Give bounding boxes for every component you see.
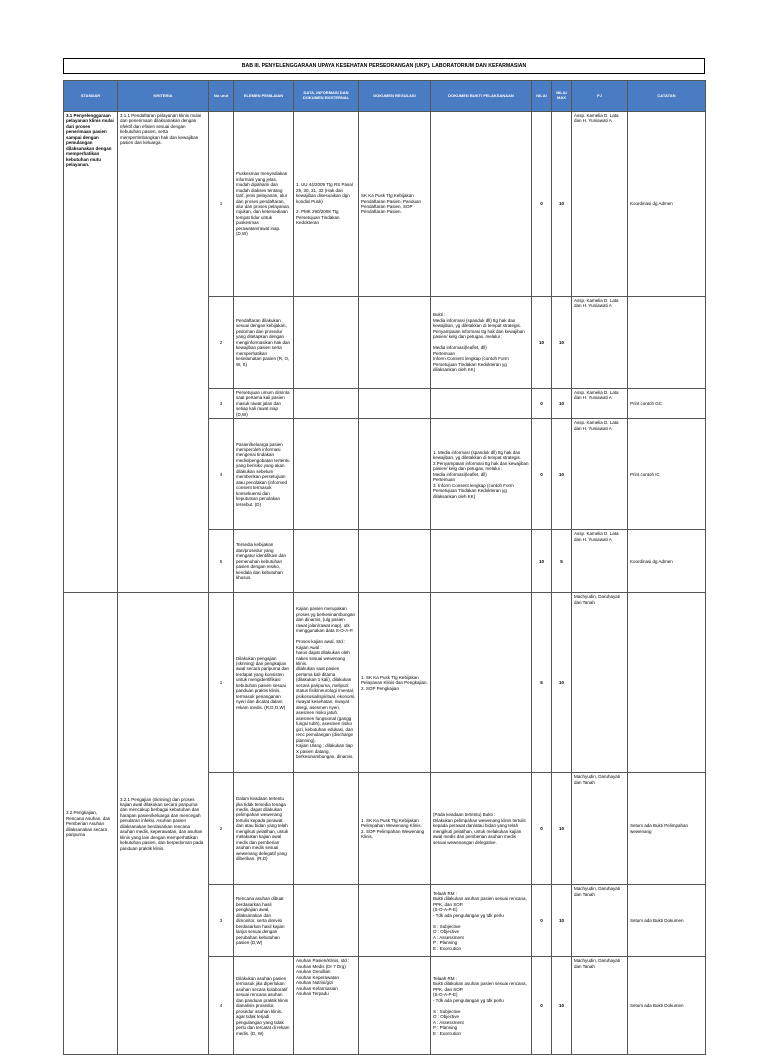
pj-cell: Machyudin, Daruhayati dan Tanah [572, 593, 628, 773]
header-standar: STANDAR [64, 81, 118, 112]
header-dokumen-regulasi: DOKUMEN REGULASI [359, 81, 431, 112]
kriteria-cell: 3.2.1 Pengajian (skrining) dan proses kajian awal dilakukan secara paripurna dan mencakup berbagai kebutuhan dan harapan pasien/keluarga dan mencegah penularan infeksi. Asuhan pasien dilaksanakan berdasarkan rencana asuhan medis, keperawatan, dan asuhan klinis yang lain dengan memperhatikan kebutuhan pasien, dan berpedoman pada panduan praktik klinis. [118, 593, 209, 1055]
dokumen-regulasi-cell: 1. SK Ka Pusk Ttg Kebijakan Pelayanan Klinis dan Pengkajian. 2. SOP Pengkajian [359, 593, 431, 773]
dokumen-bukti-cell: Telaah RM : Bukti dilakukan asuhan pasien sesuai rencana, PPK, dan SOP. (S-O-A-P-E) - Tdk ada pengulangan yg tdk perlu S : Subjective O : Objective A : Assessment P : Planning E : Exorcution [431, 885, 532, 957]
dokumen-bukti-cell: Bukti : Media informasi (spanduk dll) ttg hak dan kewajiban, yg diletakkan di tempat strategis. Penyampaian informasi ttg hak dan kewajiban pasien/ kelg dan petugas, melalui : Media informasi(leaflet, dll) Pertemuan Inform Consent lengkap (contoh Form Persetujuan Tindakan Kedokteran yg dilaksankan oleh KK) [431, 297, 532, 389]
no-urut-cell: 1 [209, 112, 234, 297]
pj-cell: Assp. Kamelia D. Lata dan H. Yuniawati A [572, 297, 628, 389]
pj-cell: Assp. Kamelia D. Lata dan H. Yuniawati A [572, 389, 628, 419]
elemen-penilaian-cell: Puskesmas menyediakan informasi yang jelas, mudah dipahami dan mudah diakses tentang tarif, jenis pelayanan, alur dan proses pendaftaran, alur dan proses pelayanan, rujukan, dan ketersediaan tempat tidur untuk puskesmas perawatan/rawat inap. (D,W) [234, 112, 294, 297]
dokumen-bukti-cell [431, 112, 532, 297]
accreditation-table [63, 80, 706, 1055]
catatan-cell: Koordinasi dg Admen [628, 530, 706, 593]
standar-cell: 3.1 Penyelenggaraan pelayanan klinis mulai dari proses penerimaan pasien sampai dengan pemulangan dilaksanakan dengan memperhatikan kebutuhan mutu pelayanan. [64, 112, 118, 593]
table-row [64, 593, 706, 773]
dokumen-bukti-cell [431, 389, 532, 419]
no-urut-cell: 3 [209, 885, 234, 957]
header-kriteria: KRITERIA [118, 81, 209, 112]
no-urut-cell: 4 [209, 419, 234, 530]
dokumen-regulasi-cell [359, 297, 431, 389]
dokumen-regulasi-cell [359, 885, 431, 957]
no-urut-cell: 5 [209, 530, 234, 593]
elemen-penilaian-cell: Pasien/keluarga pasien memperoleh informasi mengenai tindakan medis/pengobatan tertentu yang berisiko yang akan dilakukan sebelum memberikan persetujuan atau penolakan (informed consent termasuk konsekuensi dan kepututsan penolakan tersebut. (D) [234, 419, 294, 530]
data-eksternal-cell [294, 297, 359, 389]
catatan-cell [628, 593, 706, 773]
kriteria-cell: 3.1.1 Pendaftaran pelayanan klinis mulai dari penerimaan dilaksanakan dengan efektif dan efisien sesuai dengan kebutuhan pasien, serta mempertimbangkan hak dan kewajiban pasien dan keluarga. [118, 112, 209, 593]
data-eksternal-cell [294, 773, 359, 885]
nilai-cell: 0 [532, 389, 552, 419]
elemen-penilaian-cell: Tersedia kebijakan dan/prosedur yang mengatur identifikasi dan pemenuhan kebutuhan pasien dengan resiko, kendala dan kebutuhan khusus. [234, 530, 294, 593]
data-eksternal-cell: Kajian pasien merupakan proses yg berkesinambungan dan dinamis, (ulg pasien rawat jalan/rawat inap), utk menggunakan data S-O-A-P. Proses kajian awal, Std : Kajian Awal : harus dapat dilakukan oleh nakes sesuai wewenang klinis. dilakukan saat pasien pertama kali ditama (dilakukan 1 kali), dilakukan secara paripurna, meliputi: status fisik/neurologi /mental, psikososial/spiritual, ekonomi, riwayat kesehatan, riwayat alergi, asesmen nyeri, asesmen risiko jatuh, asesmen fungsional (gangg fungsi tubh), asesmen risiko gizi, kebutuhan edukasi, dan renc pemulangan (discharge planning). Kajian Ulang : dilakukan tiap X pasien datang, berkesinambungan, dinamis. [294, 593, 359, 773]
data-eksternal-cell [294, 530, 359, 593]
catatan-cell: Print contoh IC [628, 419, 706, 530]
nilai-max-cell: 10 [552, 112, 572, 297]
no-urut-cell: 4 [209, 957, 234, 1055]
nilai-cell: 5 [532, 593, 552, 773]
dokumen-bukti-cell [431, 530, 532, 593]
elemen-penilaian-cell: Dalam keadaan tertentu jika tidak tersedia tenaga medis, dapat dilakukan pelimpahan wewenang tertulis kepada perawat dan atau bidan yang telah mengikuti pelatihan, untuk melakukan kajian awal medis dan pemberian asuhan medis sesuai wewenang delegatif yang diberikan. (R,D) [234, 773, 294, 885]
nilai-max-cell: 5 [552, 530, 572, 593]
nilai-max-cell: 10 [552, 419, 572, 530]
nilai-cell: 0 [532, 112, 552, 297]
dokumen-regulasi-cell: SK Ka Pusk Ttg Kebijakan Pendaftaran Pasien, Panduan Pendaftaran Pasien, SOP Pendaftaran Pasien. [359, 112, 431, 297]
dokumen-bukti-cell: Telaah RM : Bukti dilakukan asuhan pasien sesuai rencana, PPK, dan SOP. (S-O-A-P-E) - Tdk ada pengulangan yg tdk perlu S : Subjective O : Objective A : Assessment P : Planning E : Exorcution [431, 957, 532, 1055]
pj-cell: Machyudin, Daruhayati dan Tanah [572, 957, 628, 1055]
catatan-cell: Setum ada Bukti Dokumen [628, 957, 706, 1055]
header-pj: PJ [572, 81, 628, 112]
header-nilai-max: NILAI MAX [552, 81, 572, 112]
dokumen-regulasi-cell [359, 389, 431, 419]
dokumen-regulasi-cell [359, 957, 431, 1055]
catatan-cell: Koordinasi dg Admen [628, 112, 706, 297]
elemen-penilaian-cell: Rencana asuhan dibuat berdasarkan hasil pengkajian awal, dilaksanakan dan dimonitor, serta direvisi berdasarkan hasil kajian lanjut sesuai dengan perubahan kebutuhan pasien (D,W) [234, 885, 294, 957]
data-eksternal-cell: Asuhan Pasien/Klinis, std : Asuhan Medis (Dr 7 Drg) Asuhan Gendlian Asuhan Keperawatan Asuhan Nutrisi/gizi Asuhan Kefarmasian Asuhan Terpadu [294, 957, 359, 1055]
header-elemen-penilaian: ELEMEN PENILAIAN [234, 81, 294, 112]
header-nilai: NILAI [532, 81, 552, 112]
no-urut-cell: 2 [209, 773, 234, 885]
pj-cell: Assp. Kamelia D. Lata dan H. Yuniawati A [572, 419, 628, 530]
pj-cell: Machyudin, Daruhayati dan Tanah [572, 773, 628, 885]
nilai-max-cell: 10 [552, 593, 572, 773]
no-urut-cell: 2 [209, 297, 234, 389]
pj-cell: Machyudin, Daruhayati dan Tanah [572, 885, 628, 957]
nilai-cell: 0 [532, 773, 552, 885]
dokumen-regulasi-cell [359, 419, 431, 530]
dokumen-regulasi-cell [359, 530, 431, 593]
nilai-max-cell: 10 [552, 297, 572, 389]
dokumen-bukti-cell: (Pada keadaan tertentu) Bukti : Dilakukan pelimpahan wewenang klinis tertulis kepada perawat dan/atau bidan yang telah mengikuti pelatihan, untuk melakukan kajian awal medis dan pemberian asuhan medis sesuai wewenangan delegative. [431, 773, 532, 885]
elemen-penilaian-cell: Pendaftaran dilakukan sesuai dengan kebijakan, pedoman dan prosedur yang ditetapkan dengan menginformasikan hak dan kewajiban pasien serta memperhatikan keselamatan pasien (R, O, W, S) [234, 297, 294, 389]
elemen-penilaian-cell: Dilakukan pengajian (skrining) dan pengkajian awal secara paripurna dan terdapat yang konsisten untuk mengidentifikasi kebutuhan pasien sesuai panduan praktis klinis, termasuk penanganan nyeri dan dicatat dalam rekam medis. (R,D,O,W) [234, 593, 294, 773]
data-eksternal-cell [294, 885, 359, 957]
header-row [64, 81, 706, 112]
nilai-max-cell: 10 [552, 773, 572, 885]
nilai-cell: 10 [532, 530, 552, 593]
standar-cell: 3.2 Pengkajian, Rencana Asuhan, dan Pemberian Asuhan dilaksanakan secara paripurna [64, 593, 118, 1055]
elemen-penilaian-cell: Dilakukan asuhan pasien termasuk jika diperlukan asuhan secara kolaboratif sesuai rencana asuhan dan panduan praktik klinis dianalisis prosedur, prosedur asuhan klinis, agar tidak terjadi pengulangan yang tidak perlu dan tercatat di rekam medis. (D, W) [234, 957, 294, 1055]
pj-cell: Assp. Kamelia D. Lata dan H. Yuniawati A [572, 112, 628, 297]
nilai-max-cell: 10 [552, 885, 572, 957]
nilai-max-cell: 10 [552, 957, 572, 1055]
data-eksternal-cell: 1. UU 44/2009 Ttg RS Pasal 29, 30, 31, 32 (Hak dan kewajiban disesuaikan dgn kondisi Pusk) 2. PMK 290/2008 Ttg Persetujuan Tindakan Kedokteran [294, 112, 359, 297]
header-catatan: CATATAN [628, 81, 706, 112]
nilai-cell: 0 [532, 957, 552, 1055]
document-sheet [63, 58, 705, 1055]
nilai-cell: 0 [532, 419, 552, 530]
pj-cell: Assp. Kamelia D. Lata dan H. Yuniawati A [572, 530, 628, 593]
nilai-cell: 10 [532, 297, 552, 389]
catatan-cell: Setum ada Bukti Pelimpahan wewenang [628, 773, 706, 885]
dokumen-bukti-cell [431, 593, 532, 773]
catatan-cell [628, 297, 706, 389]
dokumen-regulasi-cell: 1. SK Ka Pusk Ttg Kebijakan Pelimpahan Wewenang Klinis. 2. SOP Pelimpahan Wewenang Klinis. [359, 773, 431, 885]
nilai-cell: 0 [532, 885, 552, 957]
dokumen-bukti-cell: 1. Media informasi (spanduk dll) ttg hak dan kewajiban, yg diletakkan di tempat strategis. 2.Penyampaian informasi ttg hak dan kewajiban pasien/ kelg dan petugas, melalui : Media informasi(leaflet, dll) Pertemuan 3. Inform Consent lengkap (contoh Form Persetujuan Tindakan Kedokteran yg dilaksankan oleh KK) [431, 419, 532, 530]
catatan-cell: Print contoh GC [628, 389, 706, 419]
header-no-urut: No urut [209, 81, 234, 112]
nilai-max-cell: 10 [552, 389, 572, 419]
catatan-cell: Setum ada Bukti Dokumen [628, 885, 706, 957]
header-data-eksternal: DATA, INFORMASI DAN DOKUMEN EKSTERNAL [294, 81, 359, 112]
no-urut-cell: 3 [209, 389, 234, 419]
table-body [64, 112, 706, 1055]
elemen-penilaian-cell: Persetujuan umum diminta saat pertama kali pasien masuk rawat jalan dan setiap kali rawat inap (D,W) [234, 389, 294, 419]
table-row [64, 112, 706, 297]
data-eksternal-cell [294, 389, 359, 419]
data-eksternal-cell [294, 419, 359, 530]
header-dokumen-bukti: DOKUMEN BUKTI PELAKSANAAN [431, 81, 532, 112]
no-urut-cell: 1 [209, 593, 234, 773]
document-title: BAB III. PENYELENGGARAAN UPAYA KESEHATAN PERSEORANGAN (UKP), LABORATORIUM DAN KEFARMASIAN [63, 58, 705, 74]
